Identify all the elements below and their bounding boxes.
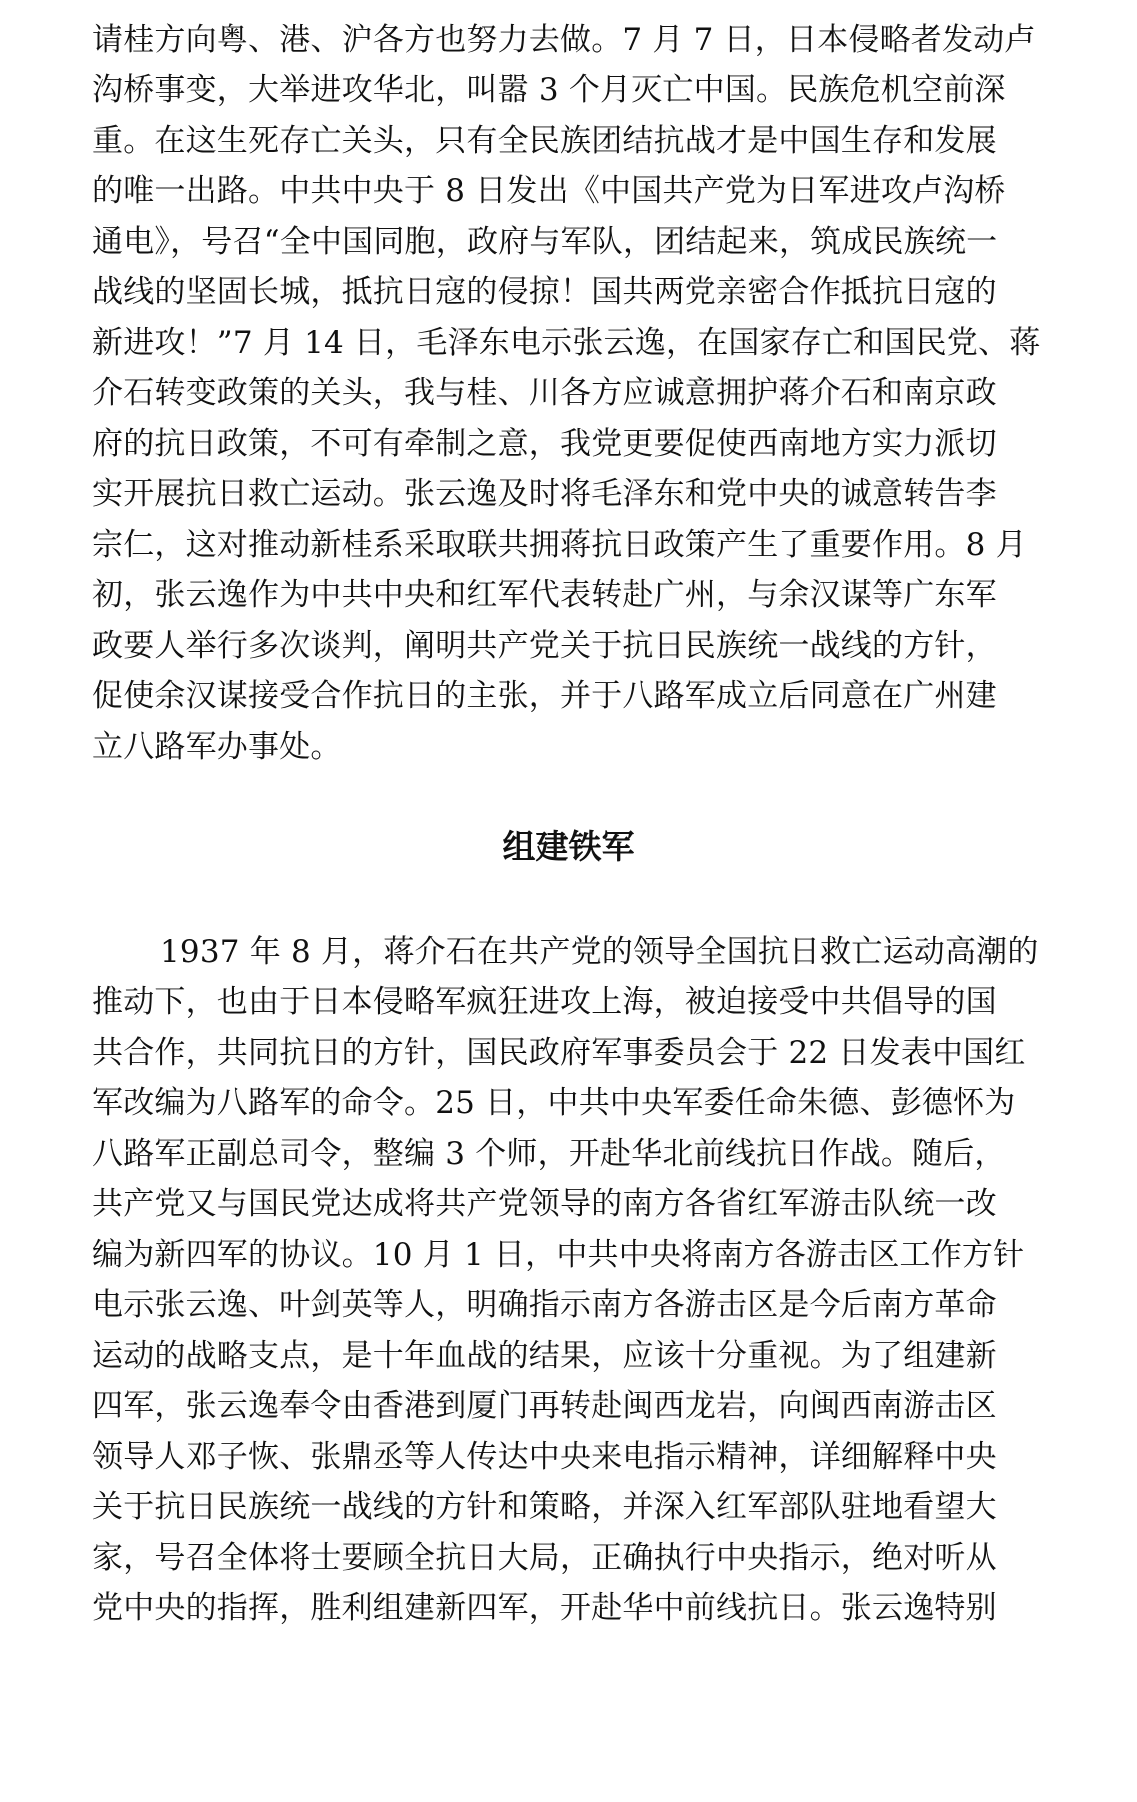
paragraph-1-line: 府的抗日政策，不可有牵制之意，我党更要促使西南地方实力派切 <box>92 426 997 462</box>
section-heading: 组建铁军 <box>502 827 635 866</box>
paragraph-1-line: 请桂方向粤、港、沪各方也努力去做。7 月 7 日，日本侵略者发动卢 <box>92 22 1036 58</box>
paragraph-2-line: 军改编为八路军的命令。25 日，中共中央军委任命朱德、彭德怀为 <box>92 1085 1016 1121</box>
paragraph-1-line: 初，张云逸作为中共中央和红军代表转赴广州，与余汉谋等广东军 <box>92 577 997 613</box>
paragraph-1-line: 沟桥事变，大举进攻华北，叫嚣 3 个月灭亡中国。民族危机空前深 <box>92 72 1006 108</box>
paragraph-2-line: 推动下，也由于日本侵略军疯狂进攻上海，被迫接受中共倡导的国 <box>92 984 997 1020</box>
paragraph-2-line: 关于抗日民族统一战线的方针和策略，并深入红军部队驻地看望大 <box>92 1489 997 1525</box>
paragraph-2-line: 运动的战略支点，是十年血战的结果，应该十分重视。为了组建新 <box>92 1338 997 1374</box>
paragraph-2-line: 四军，张云逸奉令由香港到厦门再转赴闽西龙岩，向闽西南游击区 <box>92 1388 997 1424</box>
paragraph-2-line: 共产党又与国民党达成将共产党领导的南方各省红军游击队统一改 <box>92 1186 997 1222</box>
paragraph-2-line: 领导人邓子恢、张鼎丞等人传达中央来电指示精神，详细解释中央 <box>92 1439 997 1475</box>
paragraph-1-line: 宗仁，这对推动新桂系采取联共拥蒋抗日政策产生了重要作用。8 月 <box>92 527 1027 563</box>
paragraph-1-line: 的唯一出路。中共中央于 8 日发出《中国共产党为日军进攻卢沟桥 <box>92 173 1006 209</box>
paragraph-1-line: 实开展抗日救亡运动。张云逸及时将毛泽东和党中央的诚意转告李 <box>92 476 997 512</box>
paragraph-2-line: 党中央的指挥，胜利组建新四军，开赴华中前线抗日。张云逸特别 <box>92 1590 997 1626</box>
paragraph-2-line: 编为新四军的协议。10 月 1 日，中共中央将南方各游击区工作方针 <box>92 1237 1025 1273</box>
paragraph-2-line: 家，号召全体将士要顾全抗日大局，正确执行中央指示，绝对听从 <box>92 1540 997 1576</box>
paragraph-1-line: 介石转变政策的关头，我与桂、川各方应诚意拥护蒋介石和南京政 <box>92 375 997 411</box>
paragraph-2-line: 电示张云逸、叶剑英等人，明确指示南方各游击区是今后南方革命 <box>92 1287 997 1323</box>
paragraph-1-line: 促使余汉谋接受合作抗日的主张，并于八路军成立后同意在广州建 <box>92 678 997 714</box>
paragraph-1-line: 通电》，号召“全中国同胞，政府与军队，团结起来，筑成民族统一 <box>92 224 998 260</box>
paragraph-1-line: 重。在这生死存亡关头，只有全民族团结抗战才是中国生存和发展 <box>92 123 997 159</box>
paragraph-2-line: 1937 年 8 月，蒋介石在共产党的领导全国抗日救亡运动高潮的 <box>160 934 1039 970</box>
paragraph-1-line: 政要人举行多次谈判，阐明共产党关于抗日民族统一战线的方针， <box>92 628 997 664</box>
paragraph-1-line: 立八路军办事处。 <box>92 729 342 765</box>
paragraph-1-line: 战线的坚固长城，抵抗日寇的侵掠！国共两党亲密合作抵抗日寇的 <box>92 274 997 310</box>
paragraph-2-line: 八路军正副总司令，整编 3 个师，开赴华北前线抗日作战。随后， <box>92 1136 1006 1172</box>
paragraph-1-line: 新进攻！”7 月 14 日，毛泽东电示张云逸，在国家存亡和国民党、蒋 <box>92 325 1041 361</box>
paragraph-2-line: 共合作，共同抗日的方针，国民政府军事委员会于 22 日发表中国红 <box>92 1035 1026 1071</box>
